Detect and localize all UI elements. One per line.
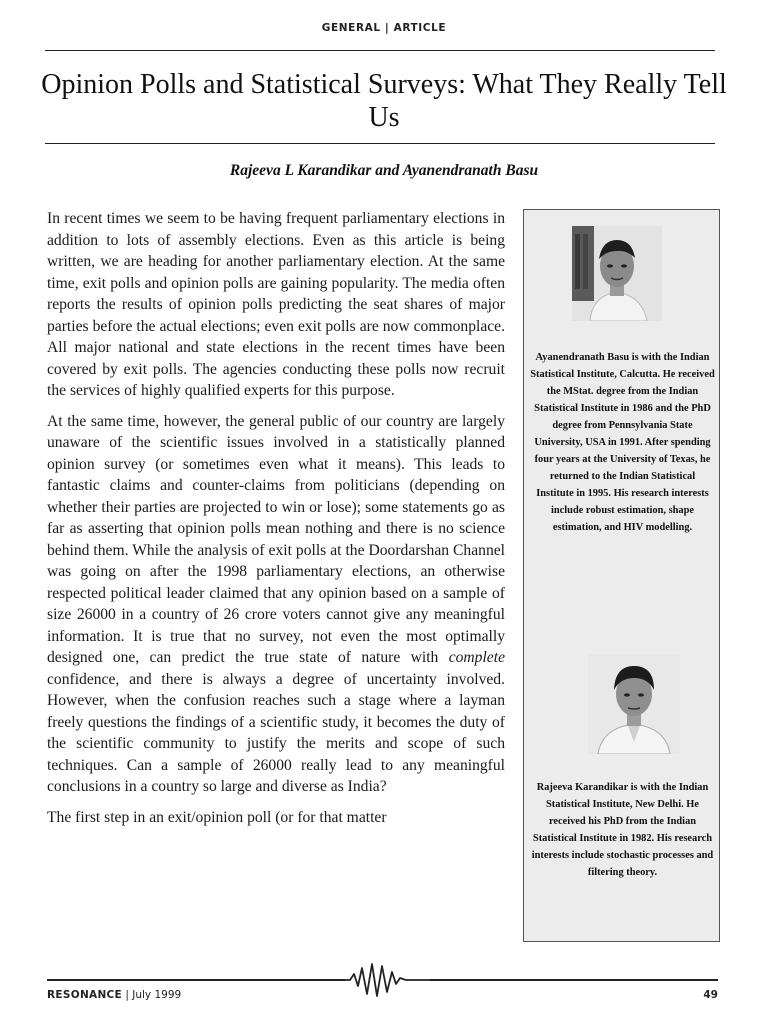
- body-paragraph: In recent times we seem to be having frequent parliamentary elections in addition to lots of assembly elections. Even as this article is being written, we are heading for another parliamentary election. At the same time, exit polls and opinion polls are gaining popularity. The media often reports the results of opinion polls predicting the seat shares of major parties before the actual elections; even exit polls are now commonplace. All major national and state elections in the recent times have been covered by exit polls. The agencies conducting these polls now recruit the services of highly qualified experts for this purpose.: [47, 210, 505, 399]
- footer-wave-icon: [340, 962, 430, 998]
- journal-name: RESONANCE: [47, 989, 123, 1001]
- section-label: GENERAL | ARTICLE: [321, 22, 447, 34]
- body-text-run: At the same time, however, the general public of our country are largely unaware of the scientific issues involved in a statistically planned opinion survey (or sometimes even what it means). This leads to fantastic claims and counter-claims from politicians (depending on whether their parties are projected to win or lose); some statements go as far as asserting that opinion polls mean nothing and there is no science behind them. While the analysis of exit polls at the Doordarshan Channel was going on after the 1998 parliamentary elections, an otherwise respected political leader claimed that any opinion based on a sample of size 26000 in a country of 26 crore voters cannot give any meaningful information. It is true that no survey, not even the most optimally designed one, can predict the true state of nature with: [47, 412, 505, 666]
- author-bio-basu: Ayanendranath Basu is with the Indian Statistical Institute, Calcutta. He received the MStat. degree from the Indian Statistical Institute in 1986 and the PhD degree from Pennsylvania State University, USA in 1991. After spending four years at the University of Texas, he returned to the Indian Statistical Institute in 1995. His research interests include robust estimation, shape estimation, and HIV modelling.: [530, 352, 715, 533]
- author-sidebar: [523, 209, 720, 942]
- article-title: Opinion Polls and Statistical Surveys: What They Really Tell Us: [41, 69, 727, 133]
- article-body: [47, 208, 505, 837]
- author-bio-karandikar: Rajeeva Karandikar is with the Indian Statistical Institute, New Delhi. He received his PhD from the Indian Statistical Institute in 1982. His research interests include stochastic processes and filtering theory.: [531, 782, 714, 878]
- title-rule: [45, 143, 715, 144]
- page-number: 49: [703, 989, 718, 1001]
- body-paragraph: The first step in an exit/opinion poll (or for that matter: [47, 808, 387, 826]
- author-photo-basu: [572, 226, 662, 321]
- article-authors: Rajeeva L Karandikar and Ayanendranath Basu: [229, 162, 539, 179]
- body-text-run: confidence, and there is always a degree of uncertainty involved. However, when the confusion reaches such a stage where a layman freely questions the findings of a scientific study, it becomes the duty of the scientific community to justify the merits and scope of such techniques. Can a sample of 26000 really lead to any meaningful conclusions in a country so large and diverse as India?: [47, 670, 505, 795]
- footer-rule-left: [47, 979, 345, 981]
- footer-rule-right: [430, 979, 718, 981]
- footer-journal-info: [47, 989, 181, 1001]
- body-paragraph: [47, 411, 505, 798]
- author-photo-karandikar: [588, 654, 680, 754]
- emphasis-text: complete: [448, 649, 505, 666]
- header-rule: [45, 50, 715, 51]
- footer-separator: |: [125, 989, 129, 1001]
- issue-date: July 1999: [132, 989, 182, 1001]
